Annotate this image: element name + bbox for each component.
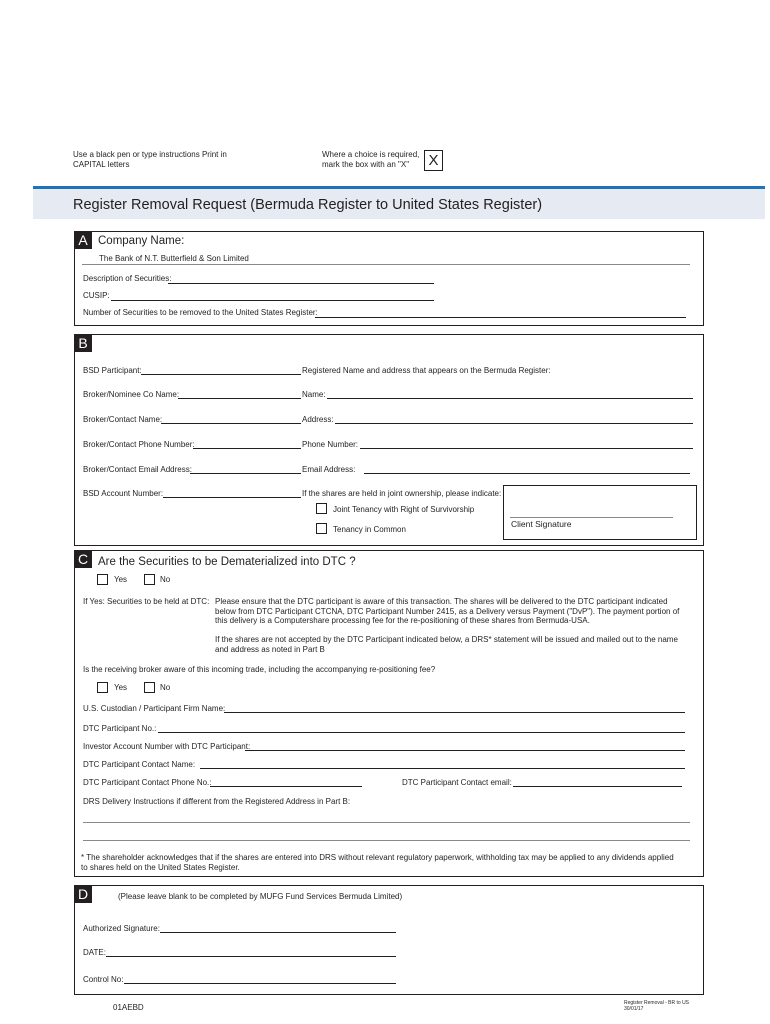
tenancy-common-label: Tenancy in Common (333, 525, 406, 534)
broker-aware-no-label: No (160, 683, 171, 692)
section-d-letter: D (74, 886, 92, 903)
dematerialize-heading: Are the Securities to be Dematerialized into DTC ? (98, 556, 356, 568)
company-name-line (82, 264, 690, 265)
name-field[interactable] (327, 398, 693, 399)
joint-tenancy-label: Joint Tenancy with Right of Survivorship (333, 505, 475, 514)
description-label: Description of Securities: (83, 274, 172, 283)
address-label: Address: (302, 415, 334, 424)
broker-aware-yes-checkbox[interactable] (97, 682, 108, 693)
phone-field[interactable] (360, 448, 693, 449)
cusip-field[interactable] (111, 300, 434, 301)
form-name: Register Removal - BR to US (624, 1000, 690, 1006)
name-label: Name: (302, 390, 326, 399)
not-accepted-text: If the shares are not accepted by the DTC Participant indicated below, a DRS* statement will be issued and mailed out to the name and address as noted in Part B (215, 635, 678, 654)
client-signature-label: Client Signature (511, 519, 572, 529)
investor-account-label: Investor Account Number with DTC Participant: (83, 742, 251, 751)
date-label: DATE: (83, 948, 106, 957)
section-d-note: (Please leave blank to be completed by MUFG Fund Services Bermuda Limited) (118, 892, 403, 901)
drs-instructions-line-2[interactable] (83, 840, 690, 841)
address-field[interactable] (335, 423, 693, 424)
bsd-account-field[interactable] (163, 497, 301, 498)
broker-contact-phone-field[interactable] (193, 448, 301, 449)
page-title: Register Removal Request (Bermuda Register to United States Register) (73, 197, 543, 213)
date-field[interactable] (106, 956, 396, 957)
section-a-letter: A (74, 232, 92, 249)
broker-contact-email-label: Broker/Contact Email Address: (83, 465, 192, 474)
custodian-label: U.S. Custodian / Participant Firm Name: (83, 704, 226, 713)
broker-nominee-field[interactable] (178, 398, 301, 399)
cusip-label: CUSIP: (83, 291, 110, 300)
investor-account-field[interactable] (245, 750, 685, 751)
broker-contact-name-field[interactable] (161, 423, 301, 424)
phone-label: Phone Number: (302, 440, 359, 449)
company-name-value[interactable]: The Bank of N.T. Butterfield & Son Limited (99, 254, 249, 263)
dtc-participant-no-label: DTC Participant No.: (83, 724, 157, 733)
broker-aware-yes-label: Yes (114, 683, 128, 692)
bsd-account-label: BSD Account Number: (83, 489, 164, 498)
email-label: Email Address: (302, 465, 356, 474)
tenancy-common-checkbox[interactable] (316, 523, 327, 534)
dtc-participant-no-field[interactable] (158, 732, 685, 733)
number-securities-label: Number of Securities to be removed to the United States Register: (83, 308, 318, 317)
broker-contact-name-label: Broker/Contact Name: (83, 415, 163, 424)
contact-name-field[interactable] (200, 768, 685, 769)
number-securities-field[interactable] (315, 317, 686, 318)
if-yes-text: Please ensure that the DTC participant is aware of this transaction. The shares will be delivered to the DTC participant indicated below from DTC Participant CTCNA, DTC Participant Number 2415, as a Delivery versus Payment ("DvP"). The payment portion of this delivery is a Computershare processing fee for the re-positioning of these shares from Bermuda-USA. (215, 597, 680, 625)
contact-email-field[interactable] (513, 786, 682, 787)
instruction-choice: Where a choice is required, mark the box with an "X" (322, 150, 420, 169)
joint-ownership-question: If the shares are held in joint ownership, please indicate: (302, 489, 502, 498)
dematerialize-no-checkbox[interactable] (144, 574, 155, 585)
bsd-participant-field[interactable] (141, 374, 301, 375)
form-code: 01AEBD (113, 1003, 144, 1012)
registered-name-label: Registered Name and address that appears on the Bermuda Register: (302, 366, 551, 375)
instruction-pen: Use a black pen or type instructions Print in CAPITAL letters (73, 150, 227, 169)
section-c-letter: C (74, 551, 92, 568)
authorized-signature-field[interactable] (160, 932, 396, 933)
if-yes-label: If Yes: Securities to be held at DTC: (83, 597, 210, 606)
joint-tenancy-checkbox[interactable] (316, 503, 327, 514)
bsd-participant-label: BSD Participant: (83, 366, 142, 375)
drs-instructions-label: DRS Delivery Instructions if different from the Registered Address in Part B: (83, 797, 351, 806)
dematerialize-no-label: No (160, 575, 171, 584)
description-field[interactable] (168, 283, 434, 284)
broker-contact-phone-label: Broker/Contact Phone Number: (83, 440, 195, 449)
control-no-label: Control No: (83, 975, 124, 984)
broker-nominee-label: Broker/Nominee Co Name: (83, 390, 180, 399)
drs-instructions-line-1[interactable] (83, 822, 690, 823)
contact-email-label: DTC Participant Contact email: (402, 778, 512, 787)
section-d (74, 885, 704, 995)
client-signature-line (510, 517, 673, 518)
contact-phone-label: DTC Participant Contact Phone No.: (83, 778, 212, 787)
control-no-field[interactable] (124, 983, 396, 984)
email-field[interactable] (364, 473, 690, 474)
custodian-field[interactable] (224, 712, 685, 713)
choice-example-box: X (424, 150, 443, 171)
broker-contact-email-field[interactable] (190, 473, 301, 474)
contact-name-label: DTC Participant Contact Name: (83, 760, 196, 769)
dematerialize-yes-label: Yes (114, 575, 128, 584)
broker-aware-no-checkbox[interactable] (144, 682, 155, 693)
section-b-letter: B (74, 335, 92, 352)
client-signature-box[interactable] (503, 485, 697, 540)
authorized-signature-label: Authorized Signature: (83, 924, 160, 933)
contact-phone-field[interactable] (210, 786, 362, 787)
footnote: * The shareholder acknowledges that if the shares are entered into DRS without relevant regulatory paperwork, withholding tax may be applied to any dividends applied to shares held on the United States Register. (81, 853, 674, 872)
dematerialize-yes-checkbox[interactable] (97, 574, 108, 585)
company-name-heading: Company Name: (98, 235, 185, 247)
broker-aware-question: Is the receiving broker aware of this incoming trade, including the accompanying re-positioning fee? (83, 665, 436, 674)
form-date: 30/01/17 (624, 1006, 644, 1012)
